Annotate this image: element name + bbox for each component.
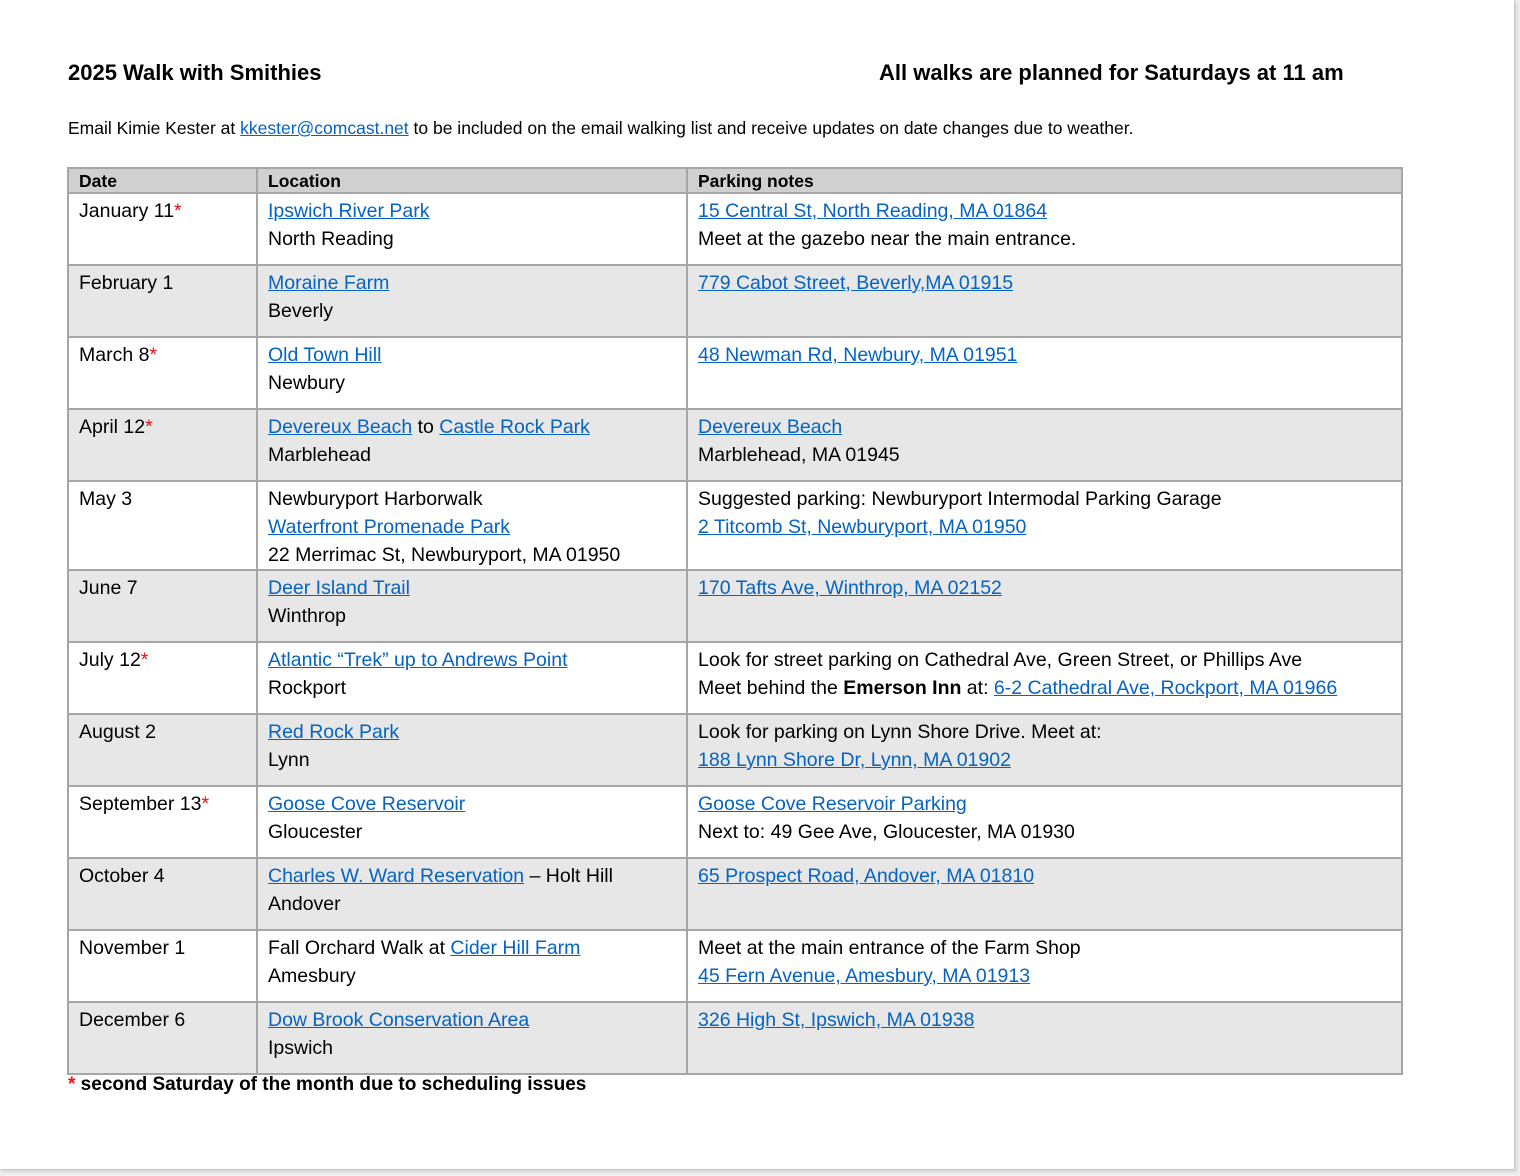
location-line bbox=[268, 269, 676, 297]
table-row bbox=[68, 570, 1402, 642]
parking-cell bbox=[687, 265, 1402, 337]
location-text: Lynn bbox=[268, 749, 310, 771]
location-cell bbox=[257, 642, 687, 714]
date-cell bbox=[68, 930, 257, 1002]
location-line bbox=[268, 541, 676, 569]
date-cell bbox=[68, 1002, 257, 1074]
parking-text: Meet at the main entrance of the Farm Shop bbox=[698, 937, 1081, 959]
parking-link[interactable]: Devereux Beach bbox=[698, 416, 843, 438]
location-link[interactable]: Deer Island Trail bbox=[268, 577, 410, 599]
table-row bbox=[68, 337, 1402, 409]
parking-link[interactable]: 48 Newman Rd, Newbury, MA 01951 bbox=[698, 344, 1018, 366]
location-link[interactable]: Goose Cove Reservoir bbox=[268, 793, 466, 815]
table-row bbox=[68, 1002, 1402, 1074]
location-cell bbox=[257, 930, 687, 1002]
date-cell bbox=[68, 337, 257, 409]
parking-line bbox=[698, 485, 1391, 513]
date-text: December 6 bbox=[79, 1009, 186, 1031]
location-line bbox=[268, 513, 676, 541]
walks-table bbox=[67, 167, 1403, 1075]
location-line bbox=[268, 1006, 676, 1034]
parking-cell bbox=[687, 858, 1402, 930]
parking-link[interactable]: 6-2 Cathedral Ave, Rockport, MA 01966 bbox=[993, 677, 1338, 699]
location-text: Beverly bbox=[268, 300, 334, 322]
date-text: October 4 bbox=[79, 865, 165, 887]
location-cell bbox=[257, 1002, 687, 1074]
date-text: June 7 bbox=[79, 577, 138, 599]
date-text: January 11 bbox=[79, 200, 175, 222]
date-cell bbox=[68, 265, 257, 337]
location-text: Newburyport Harborwalk bbox=[268, 488, 483, 510]
location-link[interactable]: Dow Brook Conservation Area bbox=[268, 1009, 530, 1031]
footnote-asterisk: * bbox=[68, 1074, 76, 1095]
location-cell bbox=[257, 409, 687, 481]
location-text: – Holt Hill bbox=[524, 865, 613, 887]
location-line bbox=[268, 602, 676, 630]
location-link[interactable]: Devereux Beach bbox=[268, 416, 413, 438]
email-suffix: to be included on the email walking list and receive updates on date changes due to weather. bbox=[408, 118, 1134, 138]
date-cell bbox=[68, 409, 257, 481]
location-line bbox=[268, 790, 676, 818]
date-cell bbox=[68, 858, 257, 930]
date-cell bbox=[68, 570, 257, 642]
location-cell bbox=[257, 337, 687, 409]
location-line bbox=[268, 225, 676, 253]
header-parking: Parking notes bbox=[687, 168, 1402, 193]
location-link[interactable]: Cider Hill Farm bbox=[450, 937, 581, 959]
location-line bbox=[268, 1034, 676, 1062]
header-location: Location bbox=[257, 168, 687, 193]
parking-text: at: bbox=[961, 677, 994, 699]
walks-table-body bbox=[68, 193, 1402, 1074]
location-line bbox=[268, 674, 676, 702]
parking-link[interactable]: 779 Cabot Street, Beverly,MA 01915 bbox=[698, 272, 1014, 294]
location-text: to bbox=[412, 416, 440, 438]
location-cell bbox=[257, 858, 687, 930]
date-text: July 12 bbox=[79, 649, 141, 671]
parking-cell bbox=[687, 409, 1402, 481]
location-text: 22 Merrimac St, Newburyport, MA 01950 bbox=[268, 544, 621, 566]
asterisk-marker: * bbox=[149, 344, 158, 366]
asterisk-marker: * bbox=[201, 793, 210, 815]
date-text: August 2 bbox=[79, 721, 156, 743]
date-text: September 13 bbox=[79, 793, 202, 815]
location-link[interactable]: Moraine Farm bbox=[268, 272, 390, 294]
date-cell bbox=[68, 481, 257, 570]
table-row bbox=[68, 642, 1402, 714]
parking-cell bbox=[687, 337, 1402, 409]
date-text: November 1 bbox=[79, 937, 186, 959]
location-line bbox=[268, 413, 676, 441]
parking-line bbox=[698, 269, 1391, 297]
location-text: Ipswich bbox=[268, 1037, 334, 1059]
parking-text: Meet behind the bbox=[698, 677, 844, 699]
location-line bbox=[268, 485, 676, 513]
parking-line bbox=[698, 513, 1391, 541]
parking-link[interactable]: 65 Prospect Road, Andover, MA 01810 bbox=[698, 865, 1035, 887]
location-line bbox=[268, 962, 676, 990]
date-text: May 3 bbox=[79, 488, 133, 510]
parking-text: Look for street parking on Cathedral Ave, Green Street, or Phillips Ave bbox=[698, 649, 1303, 671]
parking-link[interactable]: 188 Lynn Shore Dr, Lynn, MA 01902 bbox=[698, 749, 1011, 771]
table-row bbox=[68, 930, 1402, 1002]
location-cell bbox=[257, 786, 687, 858]
date-cell bbox=[68, 193, 257, 265]
date-text: April 12 bbox=[79, 416, 146, 438]
asterisk-marker: * bbox=[145, 416, 153, 438]
date-text: February 1 bbox=[79, 272, 174, 294]
parking-cell bbox=[687, 570, 1402, 642]
location-line bbox=[268, 862, 676, 890]
asterisk-marker: * bbox=[140, 649, 149, 671]
location-link[interactable]: Waterfront Promenade Park bbox=[268, 516, 511, 538]
table-row bbox=[68, 858, 1402, 930]
location-text: Newbury bbox=[268, 372, 345, 394]
parking-line bbox=[698, 341, 1391, 369]
email-link[interactable]: kkester@comcast.net bbox=[240, 118, 409, 138]
parking-line bbox=[698, 197, 1391, 225]
parking-line bbox=[698, 225, 1391, 253]
parking-line bbox=[698, 574, 1391, 602]
location-link[interactable]: Charles W. Ward Reservation bbox=[268, 865, 525, 887]
location-line bbox=[268, 646, 676, 674]
parking-line bbox=[698, 862, 1391, 890]
location-line bbox=[268, 818, 676, 846]
parking-link[interactable]: 45 Fern Avenue, Amesbury, MA 01913 bbox=[698, 965, 1031, 987]
location-link[interactable]: Ipswich River Park bbox=[268, 200, 430, 222]
table-row bbox=[68, 786, 1402, 858]
table-row bbox=[68, 193, 1402, 265]
parking-text: Look for parking on Lynn Shore Drive. Meet at: bbox=[698, 721, 1102, 743]
location-text: Rockport bbox=[268, 677, 347, 699]
location-cell bbox=[257, 714, 687, 786]
location-line bbox=[268, 718, 676, 746]
location-cell bbox=[257, 481, 687, 570]
page-subtitle: All walks are planned for Saturdays at 11 am bbox=[879, 60, 1344, 85]
location-link[interactable]: Castle Rock Park bbox=[439, 416, 590, 438]
email-instructions bbox=[68, 118, 1133, 139]
parking-cell bbox=[687, 481, 1402, 570]
parking-link[interactable]: 170 Tafts Ave, Winthrop, MA 02152 bbox=[698, 577, 1002, 599]
parking-cell bbox=[687, 1002, 1402, 1074]
parking-cell bbox=[687, 786, 1402, 858]
location-text: Marblehead bbox=[268, 444, 371, 466]
parking-cell bbox=[687, 714, 1402, 786]
location-text: Gloucester bbox=[268, 821, 363, 843]
parking-line bbox=[698, 790, 1391, 818]
location-line bbox=[268, 341, 676, 369]
parking-line bbox=[698, 413, 1391, 441]
location-text: Andover bbox=[268, 893, 341, 915]
location-line bbox=[268, 297, 676, 325]
location-link[interactable]: Atlantic “Trek” up to Andrews Point bbox=[268, 649, 568, 671]
parking-line bbox=[698, 718, 1391, 746]
date-cell bbox=[68, 714, 257, 786]
parking-link[interactable]: 2 Titcomb St, Newburyport, MA 01950 bbox=[698, 516, 1027, 538]
location-line bbox=[268, 441, 676, 469]
parking-cell bbox=[687, 193, 1402, 265]
page-title: 2025 Walk with Smithies bbox=[68, 60, 322, 85]
table-row bbox=[68, 714, 1402, 786]
parking-line bbox=[698, 1006, 1391, 1034]
location-cell bbox=[257, 193, 687, 265]
location-line bbox=[268, 890, 676, 918]
table-row bbox=[68, 481, 1402, 570]
parking-text: Next to: 49 Gee Ave, Gloucester, MA 01930 bbox=[698, 821, 1075, 843]
location-cell bbox=[257, 570, 687, 642]
location-cell bbox=[257, 265, 687, 337]
parking-line bbox=[698, 674, 1391, 702]
parking-line bbox=[698, 646, 1391, 674]
date-cell bbox=[68, 642, 257, 714]
parking-link[interactable]: Goose Cove Reservoir Parking bbox=[698, 793, 967, 815]
footnote-text: second Saturday of the month due to scheduling issues bbox=[75, 1074, 587, 1095]
parking-text: Suggested parking: Newburyport Intermodal Parking Garage bbox=[698, 488, 1222, 510]
location-link[interactable]: Red Rock Park bbox=[268, 721, 400, 743]
parking-text: Meet at the gazebo near the main entrance. bbox=[698, 228, 1077, 250]
table-row bbox=[68, 265, 1402, 337]
parking-line bbox=[698, 962, 1391, 990]
footnote bbox=[68, 1074, 586, 1096]
parking-cell bbox=[687, 642, 1402, 714]
parking-link[interactable]: 326 High St, Ipswich, MA 01938 bbox=[698, 1009, 975, 1031]
asterisk-marker: * bbox=[174, 200, 182, 222]
location-line bbox=[268, 197, 676, 225]
parking-line bbox=[698, 934, 1391, 962]
table-row bbox=[68, 409, 1402, 481]
location-line bbox=[268, 369, 676, 397]
parking-link[interactable]: 15 Central St, North Reading, MA 01864 bbox=[698, 200, 1048, 222]
location-text: Amesbury bbox=[268, 965, 356, 987]
location-text: Fall Orchard Walk at bbox=[268, 937, 451, 959]
parking-line bbox=[698, 441, 1391, 469]
date-cell bbox=[68, 786, 257, 858]
parking-line bbox=[698, 746, 1391, 774]
location-line bbox=[268, 574, 676, 602]
location-text: North Reading bbox=[268, 228, 394, 250]
header-date: Date bbox=[68, 168, 257, 193]
parking-bold-text: Emerson Inn bbox=[843, 677, 962, 699]
location-link[interactable]: Old Town Hill bbox=[268, 344, 382, 366]
parking-text: Marblehead, MA 01945 bbox=[698, 444, 900, 466]
parking-line bbox=[698, 818, 1391, 846]
location-line bbox=[268, 746, 676, 774]
parking-cell bbox=[687, 930, 1402, 1002]
table-header-row bbox=[68, 168, 1402, 193]
email-prefix: Email Kimie Kester at bbox=[68, 118, 241, 138]
date-text: March 8 bbox=[79, 344, 150, 366]
location-text: Winthrop bbox=[268, 605, 347, 627]
location-line bbox=[268, 934, 676, 962]
